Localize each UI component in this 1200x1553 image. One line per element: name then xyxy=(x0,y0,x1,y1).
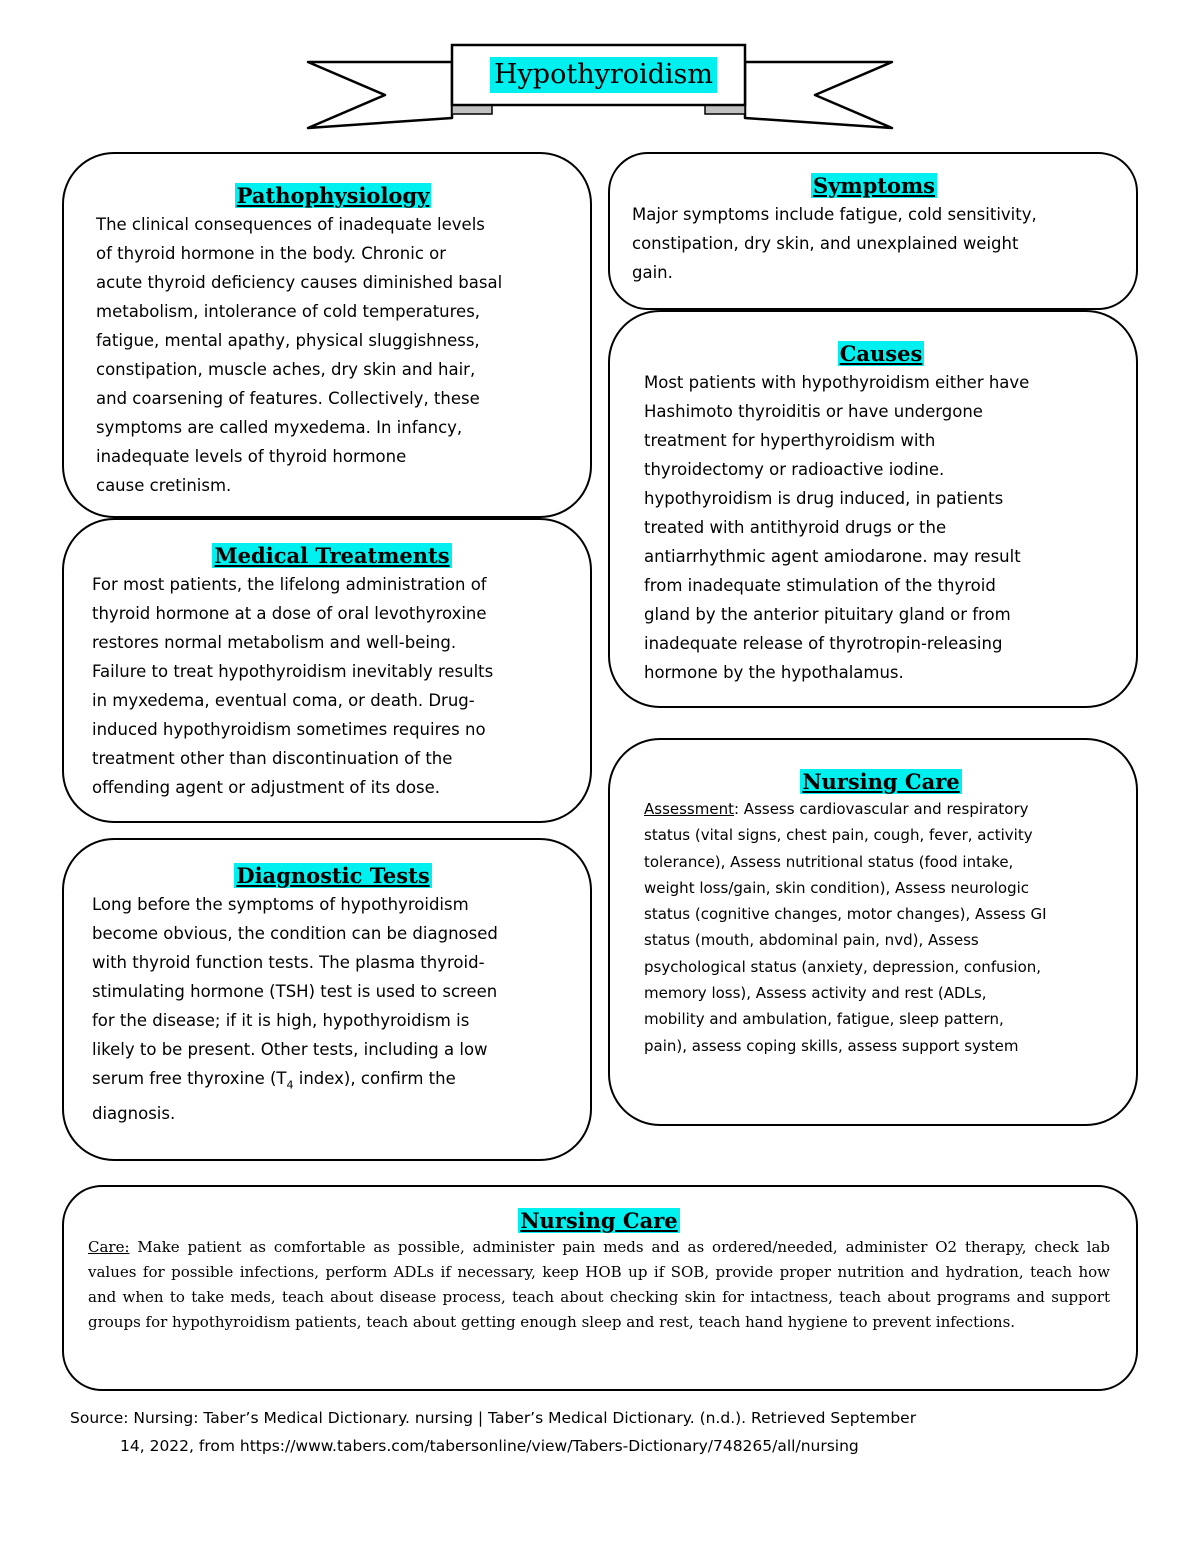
care-label: Care: xyxy=(88,1238,130,1256)
page-title: Hypothyroidism xyxy=(490,57,717,93)
nursing-care-assessment-heading: Nursing Care xyxy=(802,769,960,794)
nursing-care-care-box xyxy=(62,1185,1138,1391)
diagnostic-tests-text xyxy=(92,890,574,1128)
diagnostic-tests-body-part1: Long before the symptoms of hypothyroidism become obvious, the condition can be diagnosed with thyroid function tests. The plasma thyroid- stimulating hormone (TSH) test is used to screen for the disease; if it is high, hypothyroidism is likely to be present. Other tests, including a low serum free thyroxine (T xyxy=(92,895,498,1088)
symptoms-box xyxy=(608,152,1138,310)
nursing-care-care-heading: Nursing Care xyxy=(520,1208,678,1233)
source-line-2: 14, 2022, from https://www.tabers.com/tabersonline/view/Tabers-Dictionary/748265/all/nursing xyxy=(120,1437,859,1455)
nursing-care-assessment-box xyxy=(608,738,1138,1126)
pathophysiology-text: The clinical consequences of inadequate levels of thyroid hormone in the body. Chronic or acute thyroid deficiency causes diminished basal metabolism, intolerance of cold temperatures, fatigue, mental apathy, physical sluggishness, constipation, muscle aches, dry skin and hair, and coarsening of features. Collectively, these symptoms are called myxedema. In infancy, inadequate levels of thyroid hormone cause cretinism. xyxy=(96,215,503,495)
diagnostic-tests-heading: Diagnostic Tests xyxy=(236,863,430,888)
diagnostic-tests-body-part2: index), confirm the diagnosis. xyxy=(92,1069,456,1124)
t4-subscript: 4 xyxy=(286,1078,294,1092)
nursing-care-assessment-text xyxy=(644,796,1118,1059)
medical-treatments-box xyxy=(62,518,592,823)
medical-treatments-heading: Medical Treatments xyxy=(214,543,450,568)
symptoms-text: Major symptoms include fatigue, cold sensitivity, constipation, dry skin, and unexplained weight gain. xyxy=(632,205,1037,282)
nursing-care-care-text xyxy=(88,1235,1110,1335)
assessment-body: : Assess cardiovascular and respiratory status (vital signs, chest pain, cough, fever, activity tolerance), Assess nutritional status (food intake, weight loss/gain, skin condition), Assess neurologic status (cognitive changes, motor changes), Assess GI status (mouth, abdominal pain, nvd), Assess psychological status (anxiety, depression, confusion, memory loss), Assess activity and rest (ADLs, mobility and ambulation, fatigue, sleep pattern, pain), assess coping skills, assess support system xyxy=(644,800,1047,1055)
source-line-1: Source: Nursing: Taber’s Medical Dictionary. nursing | Taber’s Medical Dictionary. (n.d.). Retrieved September xyxy=(70,1409,917,1427)
causes-text: Most patients with hypothyroidism either have Hashimoto thyroiditis or have undergone treatment for hyperthyroidism with thyroidectomy or radioactive iodine. hypothyroidism is drug induced, in patients treated with antithyroid drugs or the antiarrhythmic agent amiodarone. may result from inadequate stimulation of the thyroid gland by the anterior pituitary gland or from inadequate release of thyrotropin-releasing hormone by the hypothalamus. xyxy=(644,373,1030,682)
symptoms-heading: Symptoms xyxy=(812,173,936,198)
ribbon-right-tail xyxy=(745,62,892,128)
diagnostic-tests-box xyxy=(62,838,592,1161)
causes-box xyxy=(608,310,1138,708)
ribbon-left-tail xyxy=(308,62,452,128)
pathophysiology-heading: Pathophysiology xyxy=(236,183,430,208)
source-citation xyxy=(70,1404,1130,1460)
pathophysiology-box xyxy=(62,152,592,518)
care-body: Make patient as comfortable as possible, administer pain meds and as ordered/needed, administer O2 therapy, check lab values for possible infections, perform ADLs if necessary, keep HOB up if SOB, provide proper nutrition and hydration, teach how and when to take meds, teach about disease process, teach about checking skin for intactness, teach about programs and support groups for hypothyroidism patients, teach about getting enough sleep and rest, teach hand hygiene to prevent infections. xyxy=(88,1238,1110,1331)
causes-heading: Causes xyxy=(839,341,923,366)
medical-treatments-text: For most patients, the lifelong administration of thyroid hormone at a dose of oral levothyroxine restores normal metabolism and well-being. Failure to treat hypothyroidism inevitably results in myxedema, eventual coma, or death. Drug- induced hypothyroidism sometimes requires no treatment other than discontinuation of the offending agent or adjustment of its dose. xyxy=(92,575,494,797)
assessment-label: Assessment xyxy=(644,800,734,818)
